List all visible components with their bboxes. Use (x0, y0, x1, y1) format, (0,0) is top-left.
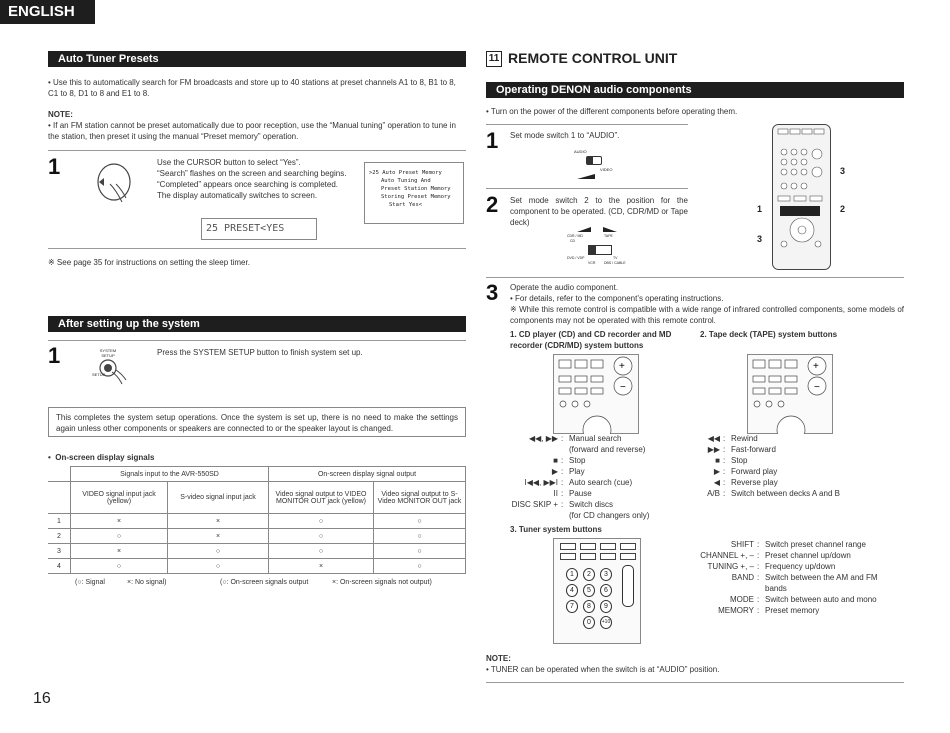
callout-2: 2 (840, 204, 846, 214)
tape-heading: 2. Tape deck (TAPE) system buttons (700, 330, 838, 339)
mode-switch-1[interactable] (586, 156, 602, 165)
table-row: 1 × × ○ ○ (48, 514, 466, 529)
tuner-keypad (553, 538, 641, 644)
auto-tuner-intro: • Use this to automatically search for FM broadcasts and store up to 40 stations at preset channels A1 to 8, B1 to 8, C1 to 8, D1 to 8 and E1 to 8. (48, 78, 456, 98)
tape-button-list: ◀◀ : Rewind ▶▶ : Fast-forward ■ : Stop ▶ : Forward play ◀ : Reverse play A/B : Switch between decks A and B (707, 434, 840, 498)
step-number: 1 (48, 343, 61, 368)
arrow-icon (577, 172, 597, 180)
remote-note-text: • TUNER can be operated when the switch is at “AUDIO” position. (486, 665, 720, 674)
step-number: 3 (486, 280, 499, 305)
svg-text:+: + (813, 361, 819, 372)
key-4[interactable]: 4 (566, 584, 578, 597)
operating-title: Operating DENON audio components (486, 82, 904, 98)
step2-text: Set mode switch 2 to the position for the component to be operated. (CD, CDR/MD or Tape deck) (510, 196, 688, 227)
note-label: NOTE: (48, 110, 73, 119)
step-number: 2 (486, 192, 499, 217)
completion-box: This completes the system setup operations. Once the system is set up, there is no need to make the settings again unless other components or speakers are connected to or the speaker layout is changed. (48, 407, 466, 437)
step-number: 1 (48, 154, 61, 179)
cd-label: CD (570, 239, 576, 243)
tape-buttons-illustration (747, 354, 833, 434)
arrows-icon (577, 225, 621, 233)
legend-not-output: ×: On-screen signals not output) (332, 579, 432, 586)
remote-title: 11 REMOTE CONTROL UNIT (486, 50, 677, 67)
key-8[interactable]: 8 (583, 600, 595, 613)
osd-heading: • On-screen display signals (48, 453, 155, 462)
note-text: • If an FM station cannot be preset automatically due to poor reception, use the “Manual tuning” operation to tune in the station, then preset it using the manual “Preset memory” operation. (48, 121, 456, 141)
dvd-label: DVD / VDP (567, 256, 585, 260)
cd-heading: 1. CD player (CD) and CD recorder and MD recorder (CDR/MD) system buttons (510, 330, 672, 350)
system-setup-label: SYSTEM SETUP (99, 348, 117, 358)
callout-3: 3 (840, 166, 846, 176)
osd-table: Signals input to the AVR-550SD On-screen display signal output VIDEO signal input jack (yellow) S-video signal input jack Video signal output to VIDEO MONITOR OUT jack (yellow) Video signal output to S-Video MONITOR OUT jack 1 × × ○ ○ 2 ○ × ○ ○ 3 × ○ ○ ○ 4 ○ ○ × ○ (48, 466, 466, 574)
key-7[interactable]: 7 (566, 600, 578, 613)
key-3[interactable]: 3 (600, 568, 612, 581)
video-label: VIDEO (600, 167, 613, 172)
page-number: 16 (33, 690, 51, 707)
step1-text: Press the SYSTEM SETUP button to finish system set up. (157, 348, 363, 357)
setup-label: SETUP (92, 372, 106, 377)
step1-text: Set mode switch 1 to “AUDIO”. (510, 131, 620, 140)
tape-label: TAPE (604, 234, 613, 238)
table-row: 3 × ○ ○ ○ (48, 544, 466, 559)
cursor-button-icon (92, 162, 136, 206)
svg-text:−: − (620, 382, 626, 393)
remote-illustration (772, 124, 832, 270)
svg-text:−: − (814, 382, 820, 393)
legend-no-signal: ×: No signal) (127, 579, 167, 586)
key-2[interactable]: 2 (583, 568, 595, 581)
step-number: 1 (486, 128, 499, 153)
tuner-heading: 3. Tuner system buttons (510, 525, 602, 534)
key-5[interactable]: 5 (583, 584, 595, 597)
cdr-md-label: CDR / MD (567, 234, 583, 238)
legend-signal: (○: Signal (75, 579, 105, 586)
key-1[interactable]: 1 (566, 568, 578, 581)
audio-label: AUDIO (574, 149, 587, 154)
remote-intro: • Turn on the power of the different components before operating them. (486, 107, 738, 116)
svg-text:+: + (619, 361, 625, 372)
key-9[interactable]: 9 (600, 600, 612, 613)
step1-instructions: Use the CURSOR button to select “Yes”. “Search” flashes on the screen and searching begins. “Completed” appears once searching is completed. The display automatically switches to screen. (157, 158, 347, 200)
remote-note-label: NOTE: (486, 654, 511, 663)
dbs-label: DBS / CABLE (604, 261, 626, 265)
tv-label: TV (613, 256, 618, 260)
table-row: 2 ○ × ○ ○ (48, 529, 466, 544)
key-6[interactable]: 6 (600, 584, 612, 597)
auto-tuner-title: Auto Tuner Presets (48, 51, 466, 67)
lcd-display: 25 PRESET<YES (201, 218, 317, 240)
vcr-label: VCR (588, 261, 596, 265)
language-tab: ENGLISH (0, 0, 95, 24)
legend-output: (○: On-screen signals output (220, 579, 309, 586)
osd-screen: >25 Auto Preset Memory Auto Tuning And Preset Station Memory Storing Preset Memory Start Yes< (364, 162, 464, 224)
table-row: 4 ○ ○ × ○ (48, 559, 466, 574)
sleep-note: ※ See page 35 for instructions on setting the sleep timer. (48, 258, 250, 267)
cd-button-list: ◀◀, ▶▶ : Manual search (forward and reverse) ■ : Stop ▶ : Play I◀◀, ▶▶I : Auto search (cue) II : Pause DISC SKIP + : Switch discs (for CD changers only) (511, 434, 650, 520)
step3-text: Operate the audio component. • For details, refer to the component’s operating instructions. ※ While this remote control is compatible with a wide range of infrared controlled components, some models of components may not be operated with this remote control. (510, 283, 904, 325)
mode-switch-2[interactable] (588, 245, 612, 255)
after-setup-title: After setting up the system (48, 316, 466, 332)
tuner-button-list: SHIFT : Switch preset channel range CHANNEL +, – : Preset channel up/down TUNING +, – : Frequency up/down BAND : Switch between the AM and FM bands MODE : Switch between auto and mono MEMORY : Preset memory (700, 540, 878, 615)
callout-3b: 3 (757, 234, 763, 244)
cd-buttons-illustration (553, 354, 639, 434)
key-plus10[interactable]: +10 (600, 616, 612, 629)
channel-rocker[interactable] (622, 565, 634, 607)
key-0[interactable]: 0 (583, 616, 595, 629)
callout-1: 1 (757, 204, 763, 214)
